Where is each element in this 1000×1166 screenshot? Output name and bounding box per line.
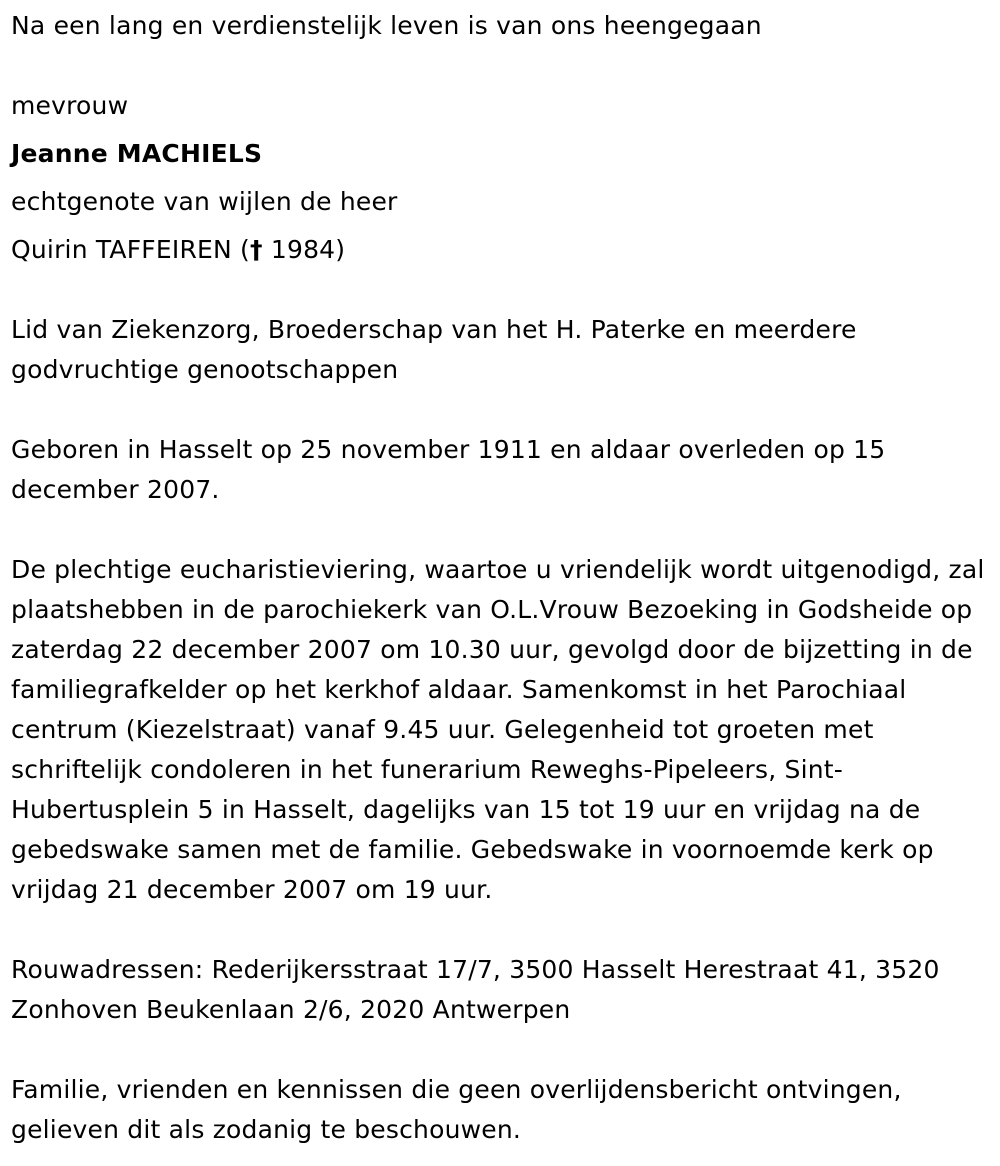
addresses-paragraph: Rouwadressen: Rederijkersstraat 17/7, 3500 Hasselt Herestraat 41, 3520 Zonhoven Beukenlaan 2/6, 2020 Antwerpen: [11, 955, 940, 1024]
membership-paragraph: Lid van Ziekenzorg, Broederschap van het H. Paterke en meerdere godvruchtige genootschappen: [11, 315, 857, 384]
spouse-death-year: 1984): [262, 235, 346, 264]
spouse-line: [11, 230, 345, 270]
relation-text: echtgenote van wijlen de heer: [11, 187, 398, 216]
closing-paragraph: Familie, vrienden en kennissen die geen overlijdensbericht ontvingen, gelieven dit als zodanig te beschouwen.: [11, 1075, 902, 1144]
cross-icon: †: [250, 235, 263, 264]
ceremony-paragraph: De plechtige eucharistieviering, waartoe u vriendelijk wordt uitgenodigd, zal plaatshebben in de parochiekerk van O.L.Vrouw Bezoeking in Godsheide op zaterdag 22 december 2007 om 10.30 uur, gevolgd door de bijzetting in de familiegrafkelder op het kerkhof aldaar. Samenkomst in het Parochiaal centrum (Kiezelstraat) vanaf 9.45 uur. Gelegenheid tot groeten met schriftelijk condoleren in het funerarium Reweghs-Pipeleers, Sint-Hubertusplein 5 in Hasselt, dagelijks van 15 tot 19 uur en vrijdag na de gebedswake samen met de familie. Gebedswake in voornoemde kerk op vrijdag 21 december 2007 om 19 uur.: [11, 555, 985, 904]
title-text: mevrouw: [11, 91, 129, 120]
spouse-name: Quirin TAFFEIREN (: [11, 235, 251, 264]
deceased-name: Jeanne MACHIELS: [11, 139, 263, 168]
birth-death-paragraph: Geboren in Hasselt op 25 november 1911 en aldaar overleden op 15 december 2007.: [11, 435, 886, 504]
intro-text: Na een lang en verdienstelijk leven is van ons heengegaan: [11, 11, 762, 40]
